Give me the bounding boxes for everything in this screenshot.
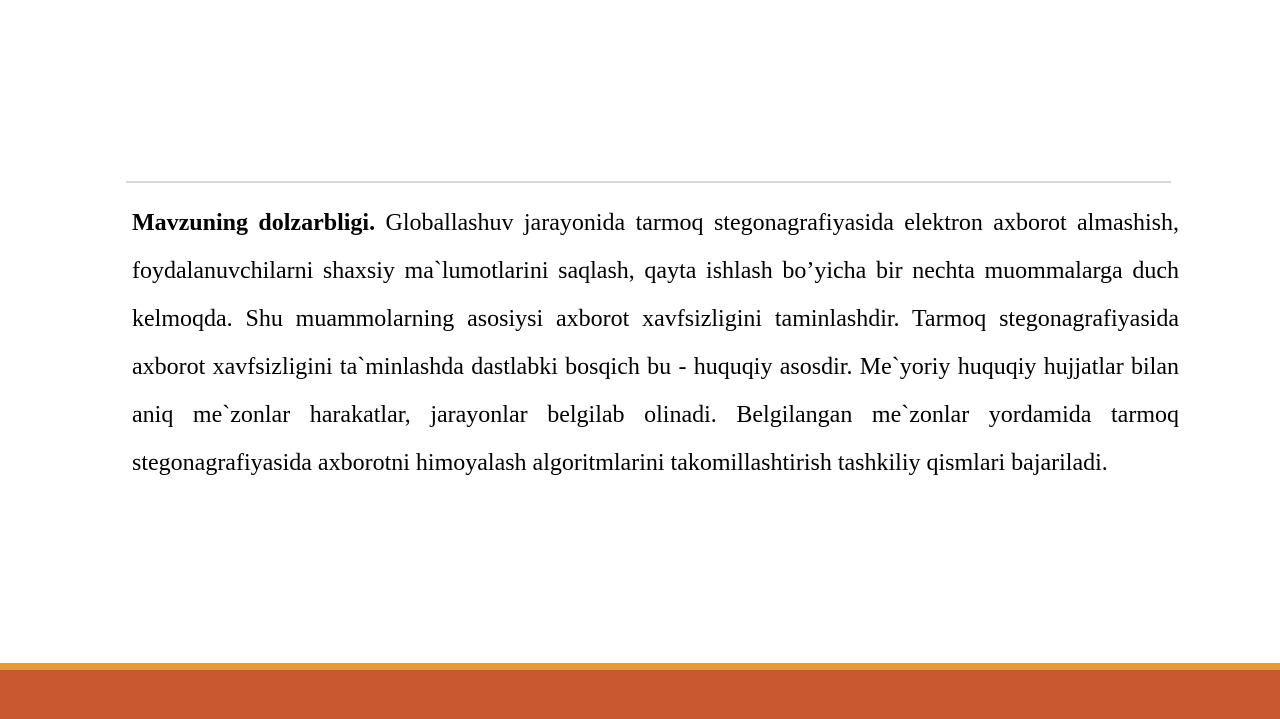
footer-bar bbox=[0, 670, 1280, 719]
footer-accent-stripe bbox=[0, 663, 1280, 670]
lead-heading: Mavzuning dolzarbligi. bbox=[132, 210, 376, 236]
body-text: Globallashuv jarayonida tarmoq stegonagrafiyasida elektron axborot almashish, foydalanuvchilarni shaxsiy ma`lumotlarini saqlash, qayta ishlash bo’yicha bir nechta muommalarga duch kelmoqda. Shu muammolarning asosiysi axborot xavfsizligini taminlashdir. Tarmoq stegonagrafiyasida axborot xavfsizligini ta`minlashda dastlabki bosqich bu - huquqiy asosdir. Me`yoriy huquqiy hujjatlar bilan aniq me`zonlar harakatlar, jarayonlar belgilab olinadi. Belgilangan me`zonlar yordamida tarmoq stegonagrafiyasida axborotni himoyalash algoritmlarini takomillashtirish tashkiliy qismlari bajariladi. bbox=[132, 210, 1180, 476]
title-divider bbox=[126, 181, 1171, 183]
body-paragraph bbox=[132, 199, 1179, 487]
